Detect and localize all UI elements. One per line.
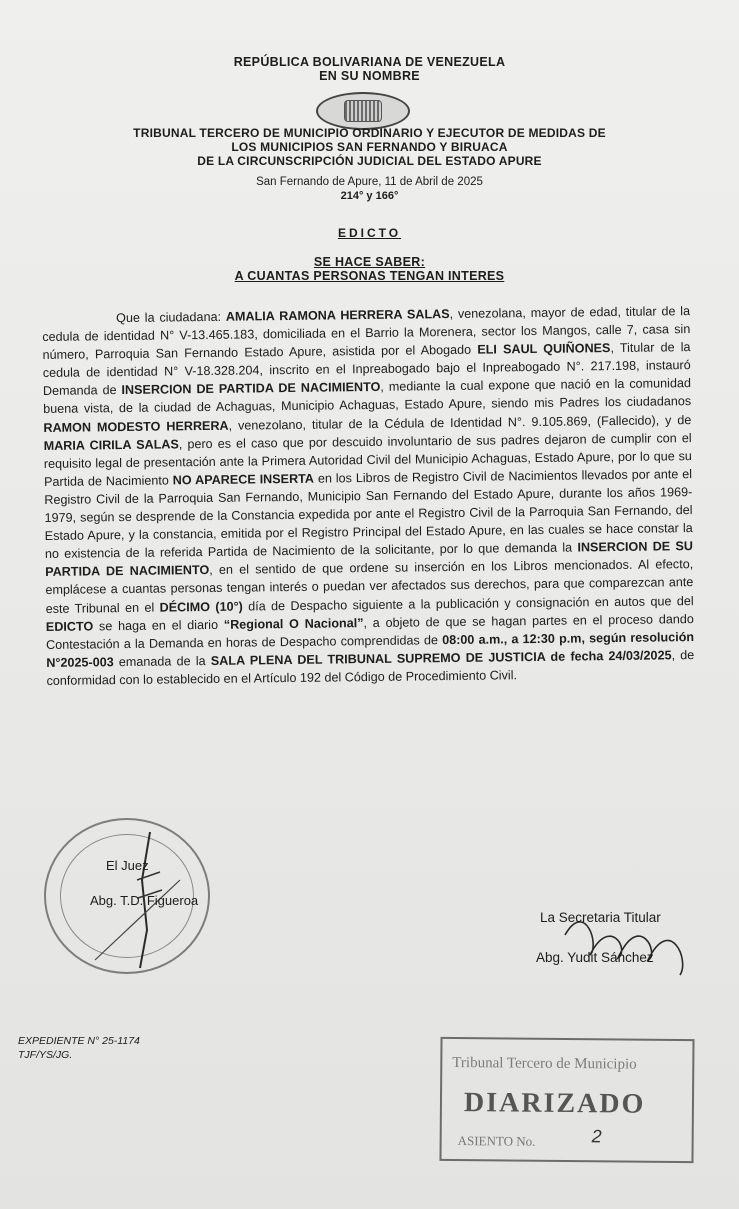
notice-heading-line-1: SE HACE SABER: xyxy=(313,255,426,269)
edict-paragraph: Que la ciudadana: AMALIA RAMONA HERRERA SALAS, venezolana, mayor de edad, titular de la cedula de identidad N° V-13.465.183, domiciliada en el Barrio la Morenera, sector los Mangos, calle 7, casa sin número, Parroquia San Fernando Estado Apure, asistida por el Abogado ELI SAUL QUIÑONES, Titular de la cedula de identidad N° V-18.328.204, inscrito en el Inpreabogado bajo el Inpreabogado N°. 217.198, instauró Demanda de INSERCION DE PARTIDA DE NACIMIENTO, mediante la cual expone que nació en la comunidad buena vista, de la ciudad de Achaguas, Municipio Achaguas, Estado Apure, siendo mis Padres los ciudadanos RAMON MODESTO HERRERA, venezolano, titular de la Cédula de Identidad N°. 9.105.869, (Fallecido), y de MARIA CIRILA SALAS, pero es el caso que por descuido involuntario de sus padres dejaron de cumplir con el requisito legal de presentación ante la Primera Autoridad Civil del Municipio Achaguas, Estado Apure, por lo que su Partida de Nacimiento NO APARECE INSERTA en los Libros de Registro Civil de Nacimientos llevados por ante el Registro Civil de la Parroquia San Fernando, Municipio San Fernando del Estado Apure, durante los años 1969- 1979, según se desprende de la Constancia expedida por ante el Registro Civil de la Parroquia San Fernando, del Estado Apure, y la constancia, emitida por el Registro Principal del Estado Apure, en las cuales se hace constar la no existencia de la referida Partida de Nacimiento de la solicitante, por lo que demanda la INSERCION DE SU PARTIDA DE NACIMIENTO, en el sentido de que ordene su inserción en los Libros mencionados. Al efecto, emplácese a cuantas personas tengan interés o puedan ver afectados sus derechos, para que comparezcan ante este Tribunal en el DÉCIMO (10°) día de Despacho siguiente a la publicación y consignación en autos que del EDICTO se haga en el diario “Regional O Nacional”, a objeto de que se hagan partes en el proceso dando Contestación a la Demanda en horas de Despacho comprendidas de 08:00 a.m., a 12:30 p.m, según resolución N°2025-003 emanada de la SALA PLENA DEL TRIBUNAL SUPREMO DE JUSTICIA de fecha 24/03/2025, de conformidad con lo establecido en el Artículo 192 del Código de Procedimiento Civil. xyxy=(42,304,695,688)
court-line-2: LOS MUNICIPIOS SAN FERNANDO Y BIRUACA xyxy=(231,140,508,154)
years-line: 214° y 166° xyxy=(340,190,399,202)
stamp-court-line: Tribunal Tercero de Municipio xyxy=(452,1054,637,1073)
court-line-3: DE LA CIRCUNSCRIPCIÓN JUDICIAL DEL ESTADO APURE xyxy=(197,154,542,168)
republic-name: REPÚBLICA BOLIVARIANA DE VENEZUELA xyxy=(233,55,506,69)
notice-heading-line-2: A CUANTAS PERSONAS TENGAN INTERES xyxy=(234,269,505,283)
stamp-diarizado: DIARIZADO xyxy=(463,1087,646,1120)
court-line-1: TRIBUNAL TERCERO DE MUNICIPIO ORDINARIO Y EJECUTOR DE MEDIDAS DE xyxy=(133,126,606,140)
diarizado-stamp xyxy=(439,1037,694,1163)
stamp-asiento-label: ASIENTO No. xyxy=(457,1133,536,1149)
expediente-number: EXPEDIENTE N° 25-1174 xyxy=(18,1035,140,1047)
judge-title: El Juez xyxy=(106,858,149,873)
secretary-name: Abg. Yudit Sánchez xyxy=(536,950,654,965)
stamp-asiento-value: 2 xyxy=(591,1126,602,1147)
document-title: EDICTO xyxy=(337,226,402,240)
in-name-line: EN SU NOMBRE xyxy=(319,69,420,83)
place-date: San Fernando de Apure, 11 de Abril de 2025 xyxy=(256,176,483,188)
file-reference xyxy=(18,1034,140,1062)
initials: TJF/YS/JG. xyxy=(18,1049,73,1061)
judge-name: Abg. T.D. Figueroa xyxy=(90,893,199,908)
secretary-title: La Secretaria Titular xyxy=(540,910,661,925)
